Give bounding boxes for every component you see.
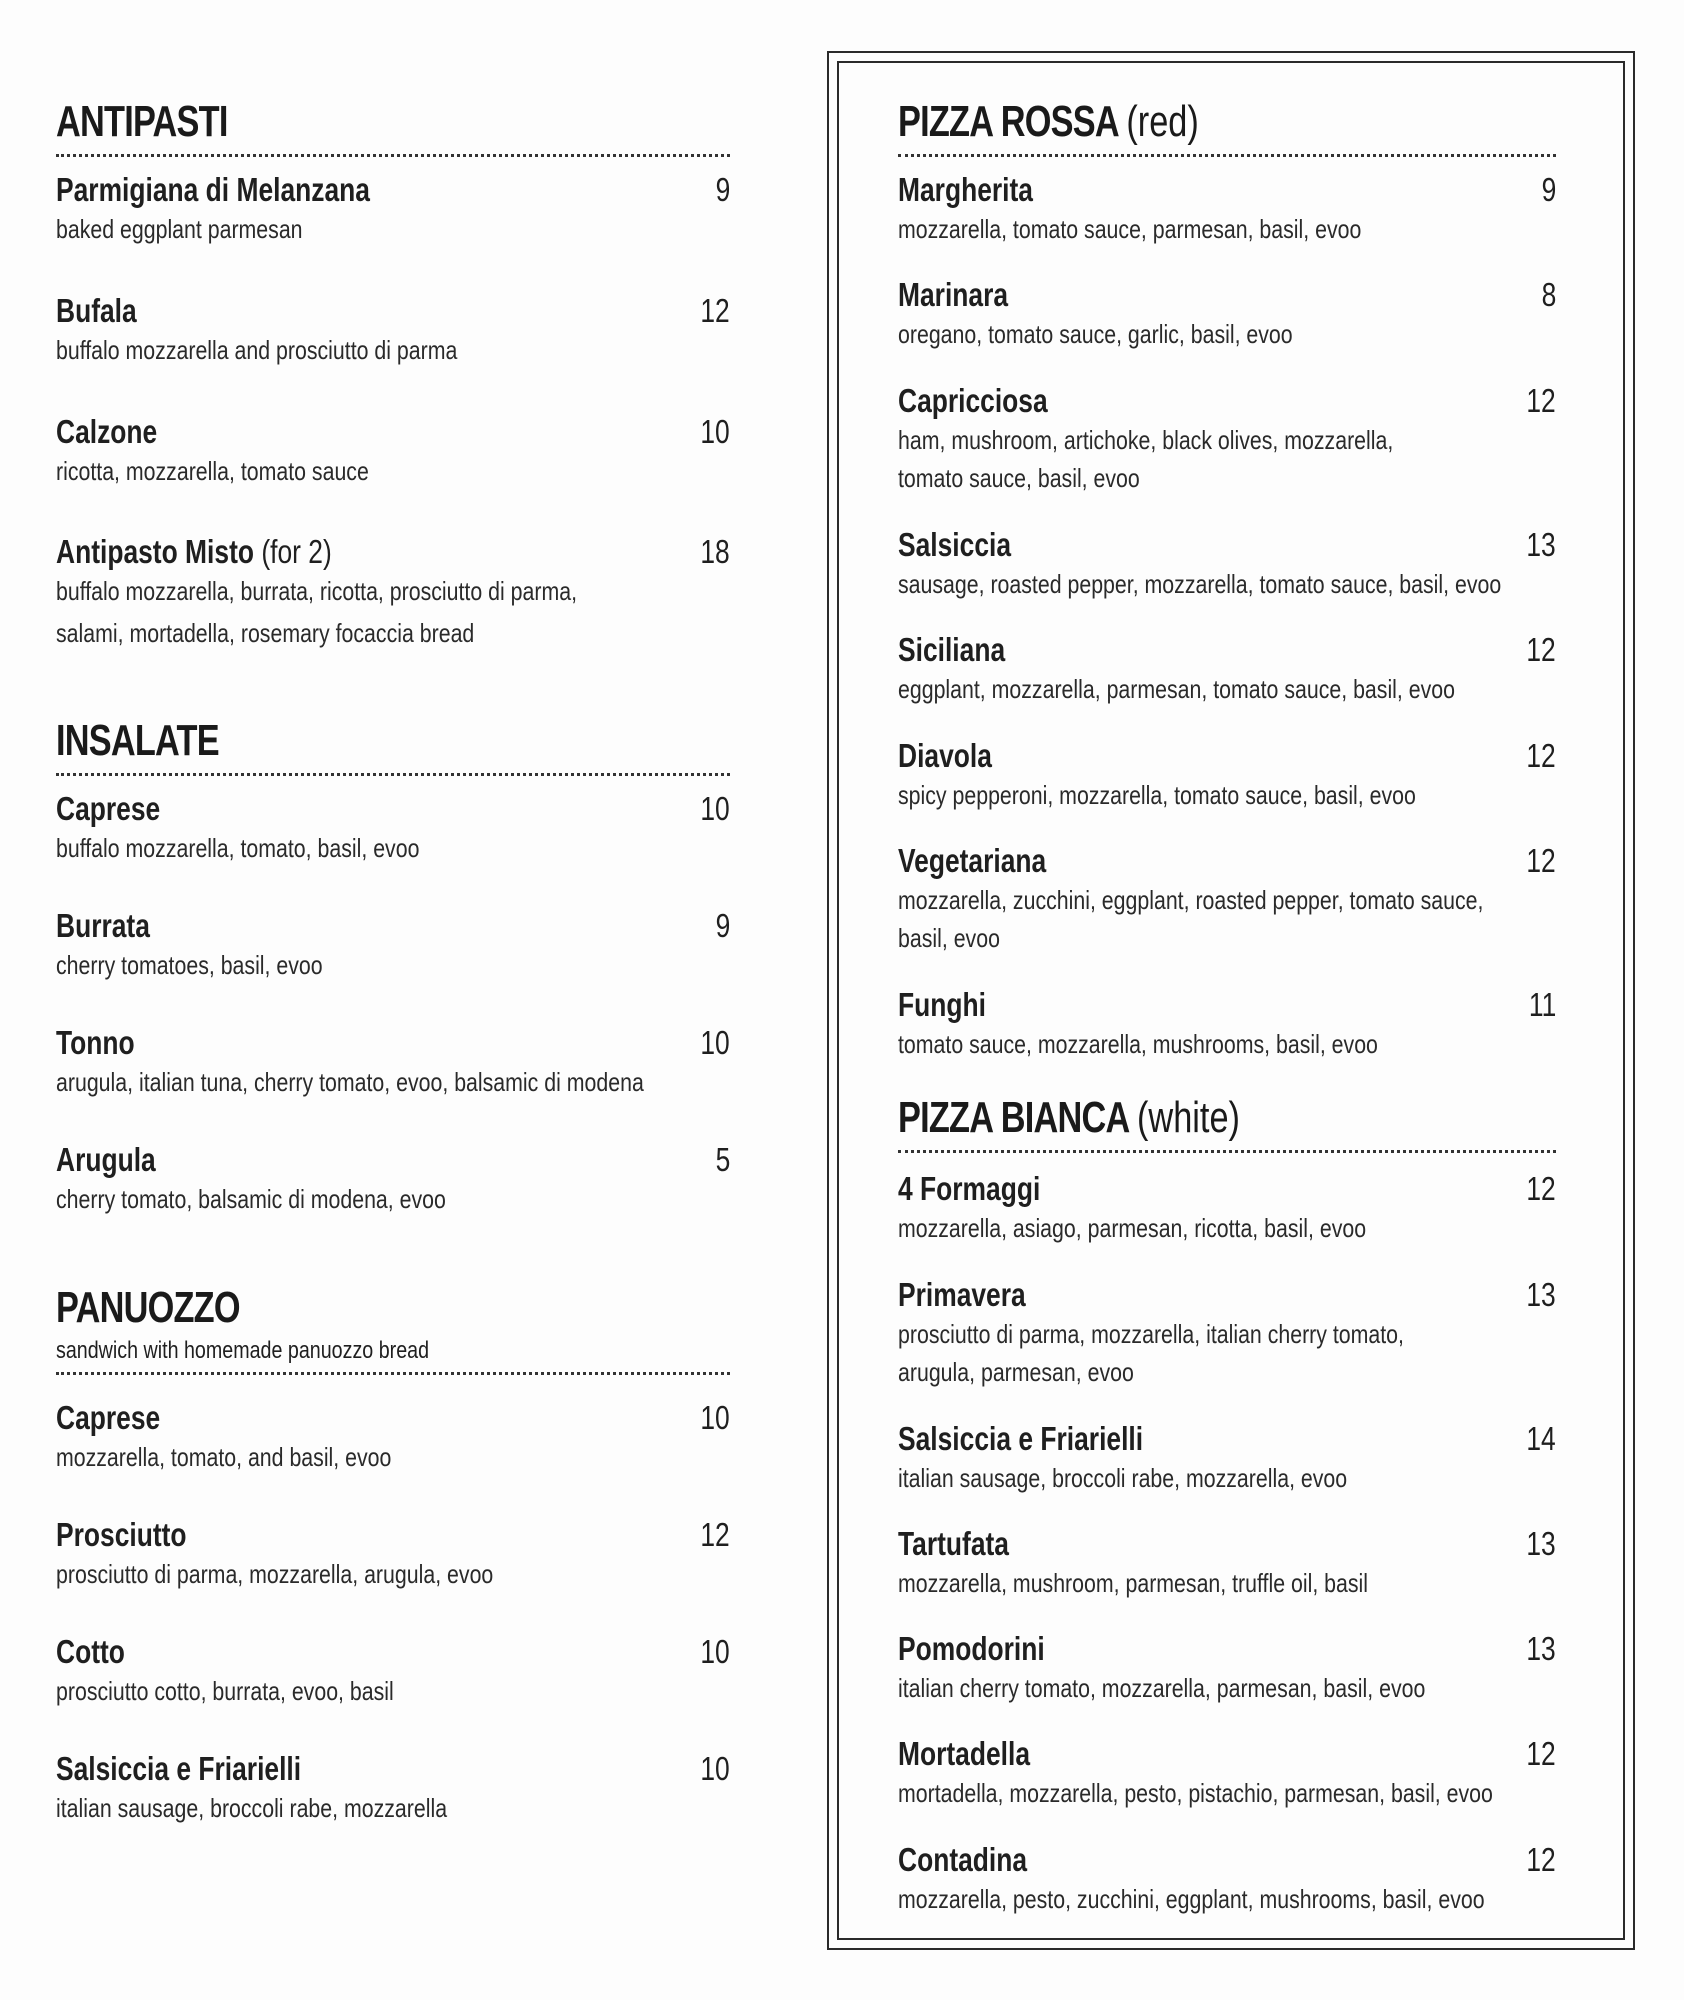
item-desc: prosciutto di parma, mozzarella, arugula, evoo [56,1559,494,1589]
item-name: Mortadella [898,1735,1031,1772]
section-title-wrap [898,96,1411,148]
item-price: 10 [700,1750,730,1787]
menu-item [56,291,730,369]
menu-item [898,1734,1556,1812]
menu-item [56,789,730,867]
menu-item [898,170,1556,248]
item-name: Calzone [56,413,158,450]
item-price: 10 [700,1633,730,1670]
menu-item [898,381,1556,497]
menu-item [898,630,1556,708]
section-title: PANUOZZO [56,1283,240,1332]
item-name: Salsiccia e Friarielli [56,1750,302,1787]
item-desc: cherry tomato, balsamic di modena, evoo [56,1184,446,1214]
item-desc: ham, mushroom, artichoke, black olives, mozzarella, [898,425,1394,455]
section-title-suffix: (red) [1126,97,1199,146]
menu-item [898,1840,1556,1918]
item-desc: tomato sauce, mozzarella, mushrooms, basil, evoo [898,1029,1378,1059]
item-desc: salami, mortadella, rosemary focaccia bread [56,618,475,648]
dotted-divider [56,773,730,776]
item-name-wrap [56,532,595,572]
item-name: Cotto [56,1633,125,1670]
item-name: Tartufata [898,1525,1009,1562]
menu-item [898,985,1556,1063]
item-desc: italian sausage, broccoli rabe, mozzarella, evoo [898,1463,1348,1493]
item-desc: mozzarella, tomato sauce, parmesan, basil, evoo [898,214,1362,244]
menu-item [898,1419,1556,1497]
item-desc: mozzarella, mushroom, parmesan, truffle oil, basil [898,1568,1369,1598]
item-desc: ricotta, mozzarella, tomato sauce [56,456,369,486]
section-insalate [56,715,730,776]
item-name: Contadina [898,1841,1028,1878]
menu-item [56,1140,730,1218]
item-price: 5 [715,1141,730,1178]
item-desc: mozzarella, asiago, parmesan, ricotta, basil, evoo [898,1213,1367,1243]
item-desc: arugula, italian tuna, cherry tomato, evoo, balsamic di modena [56,1067,644,1097]
menu-item [56,170,730,248]
menu-item [56,1749,730,1827]
item-desc: arugula, parmesan, evoo [898,1357,1134,1387]
item-name: Caprese [56,790,161,827]
menu-item [898,275,1556,353]
menu-item [898,841,1556,957]
item-name: Funghi [898,986,986,1023]
section-pizza-rossa [898,96,1556,157]
item-price: 12 [1526,631,1556,668]
item-price: 10 [700,1399,730,1436]
item-name: Diavola [898,737,992,774]
item-desc: italian cherry tomato, mozzarella, parmesan, basil, evoo [898,1673,1426,1703]
item-desc: mortadella, mozzarella, pesto, pistachio, parmesan, basil, evoo [898,1778,1493,1808]
item-name: Siciliana [898,631,1006,668]
item-desc: prosciutto cotto, burrata, evoo, basil [56,1676,394,1706]
item-desc: italian sausage, broccoli rabe, mozzarella [56,1793,448,1823]
item-price: 10 [700,790,730,827]
item-price: 13 [1526,1630,1556,1667]
item-desc: mozzarella, pesto, zucchini, eggplant, mushrooms, basil, evoo [898,1884,1485,1914]
item-name: Antipasto Misto [56,533,254,570]
item-desc: eggplant, mozzarella, parmesan, tomato sauce, basil, evoo [898,674,1455,704]
item-price: 12 [1526,842,1556,879]
menu-item [56,1398,730,1476]
item-price: 9 [715,171,730,208]
item-name: Primavera [898,1276,1026,1313]
menu-item [56,532,730,652]
item-price: 12 [1526,1841,1556,1878]
item-name: 4 Formaggi [898,1170,1041,1207]
item-name: Vegetariana [898,842,1047,879]
menu-item [898,1524,1556,1602]
item-price: 13 [1526,1525,1556,1562]
menu-item [898,1169,1556,1247]
item-desc: tomato sauce, basil, evoo [898,463,1140,493]
item-desc: baked eggplant parmesan [56,214,303,244]
menu-item [898,736,1556,814]
item-name: Arugula [56,1141,156,1178]
item-desc: prosciutto di parma, mozzarella, italian cherry tomato, [898,1319,1404,1349]
item-name: Salsiccia [898,526,1012,563]
section-pizza-bianca [898,1092,1556,1153]
section-title: PIZZA BIANCA [898,1093,1129,1142]
dotted-divider [898,154,1556,157]
item-desc: oregano, tomato sauce, garlic, basil, evoo [898,319,1293,349]
item-name: Marinara [898,276,1009,313]
dotted-divider [898,1150,1556,1153]
item-price: 12 [700,292,730,329]
item-name: Parmigiana di Melanzana [56,171,370,208]
item-desc: sausage, roasted pepper, mozzarella, tomato sauce, basil, evoo [898,569,1502,599]
section-title: PIZZA ROSSA [898,97,1118,146]
item-desc: buffalo mozzarella, burrata, ricotta, prosciutto di parma, [56,576,578,606]
item-name-suffix: (for 2) [261,533,332,570]
menu-item [898,1275,1556,1391]
item-desc: buffalo mozzarella and prosciutto di parma [56,335,458,365]
dotted-divider [56,154,730,157]
item-desc: cherry tomatoes, basil, evoo [56,950,323,980]
item-name: Caprese [56,1399,161,1436]
section-title-wrap [898,1092,1411,1144]
item-price: 11 [1528,986,1556,1023]
item-name: Capricciosa [898,382,1048,419]
item-desc: basil, evoo [898,923,1000,953]
menu-item [56,412,730,490]
item-price: 18 [700,533,730,570]
section-title: ANTIPASTI [56,97,228,146]
item-price: 10 [700,1024,730,1061]
item-price: 12 [1526,1170,1556,1207]
menu-item [56,1023,730,1101]
item-name: Prosciutto [56,1516,187,1553]
item-name: Burrata [56,907,150,944]
section-title: INSALATE [56,716,219,765]
section-panuozzo [56,1282,730,1375]
item-price: 12 [700,1516,730,1553]
item-price: 8 [1541,276,1556,313]
item-name: Bufala [56,292,137,329]
section-title-suffix: (white) [1136,1093,1240,1142]
section-subtitle: sandwich with homemade panuozzo bread [56,1337,430,1364]
item-price: 12 [1526,737,1556,774]
item-price: 10 [700,413,730,450]
item-price: 12 [1526,1735,1556,1772]
menu-item [56,1632,730,1710]
item-name: Margherita [898,171,1033,208]
item-desc: buffalo mozzarella, tomato, basil, evoo [56,833,420,863]
dotted-divider [56,1372,730,1375]
item-desc: spicy pepperoni, mozzarella, tomato sauce, basil, evoo [898,780,1416,810]
menu-item [898,525,1556,603]
menu-item [56,1515,730,1593]
item-price: 13 [1526,526,1556,563]
item-price: 9 [1541,171,1556,208]
item-price: 13 [1526,1276,1556,1313]
item-name: Pomodorini [898,1630,1045,1667]
item-price: 12 [1526,382,1556,419]
section-antipasti [56,96,730,157]
item-desc: mozzarella, zucchini, eggplant, roasted pepper, tomato sauce, [898,885,1484,915]
menu-item [56,906,730,984]
item-price: 14 [1526,1420,1556,1457]
item-desc: mozzarella, tomato, and basil, evoo [56,1442,392,1472]
item-name: Tonno [56,1024,135,1061]
menu-item [898,1629,1556,1707]
item-price: 9 [715,907,730,944]
item-name: Salsiccia e Friarielli [898,1420,1144,1457]
